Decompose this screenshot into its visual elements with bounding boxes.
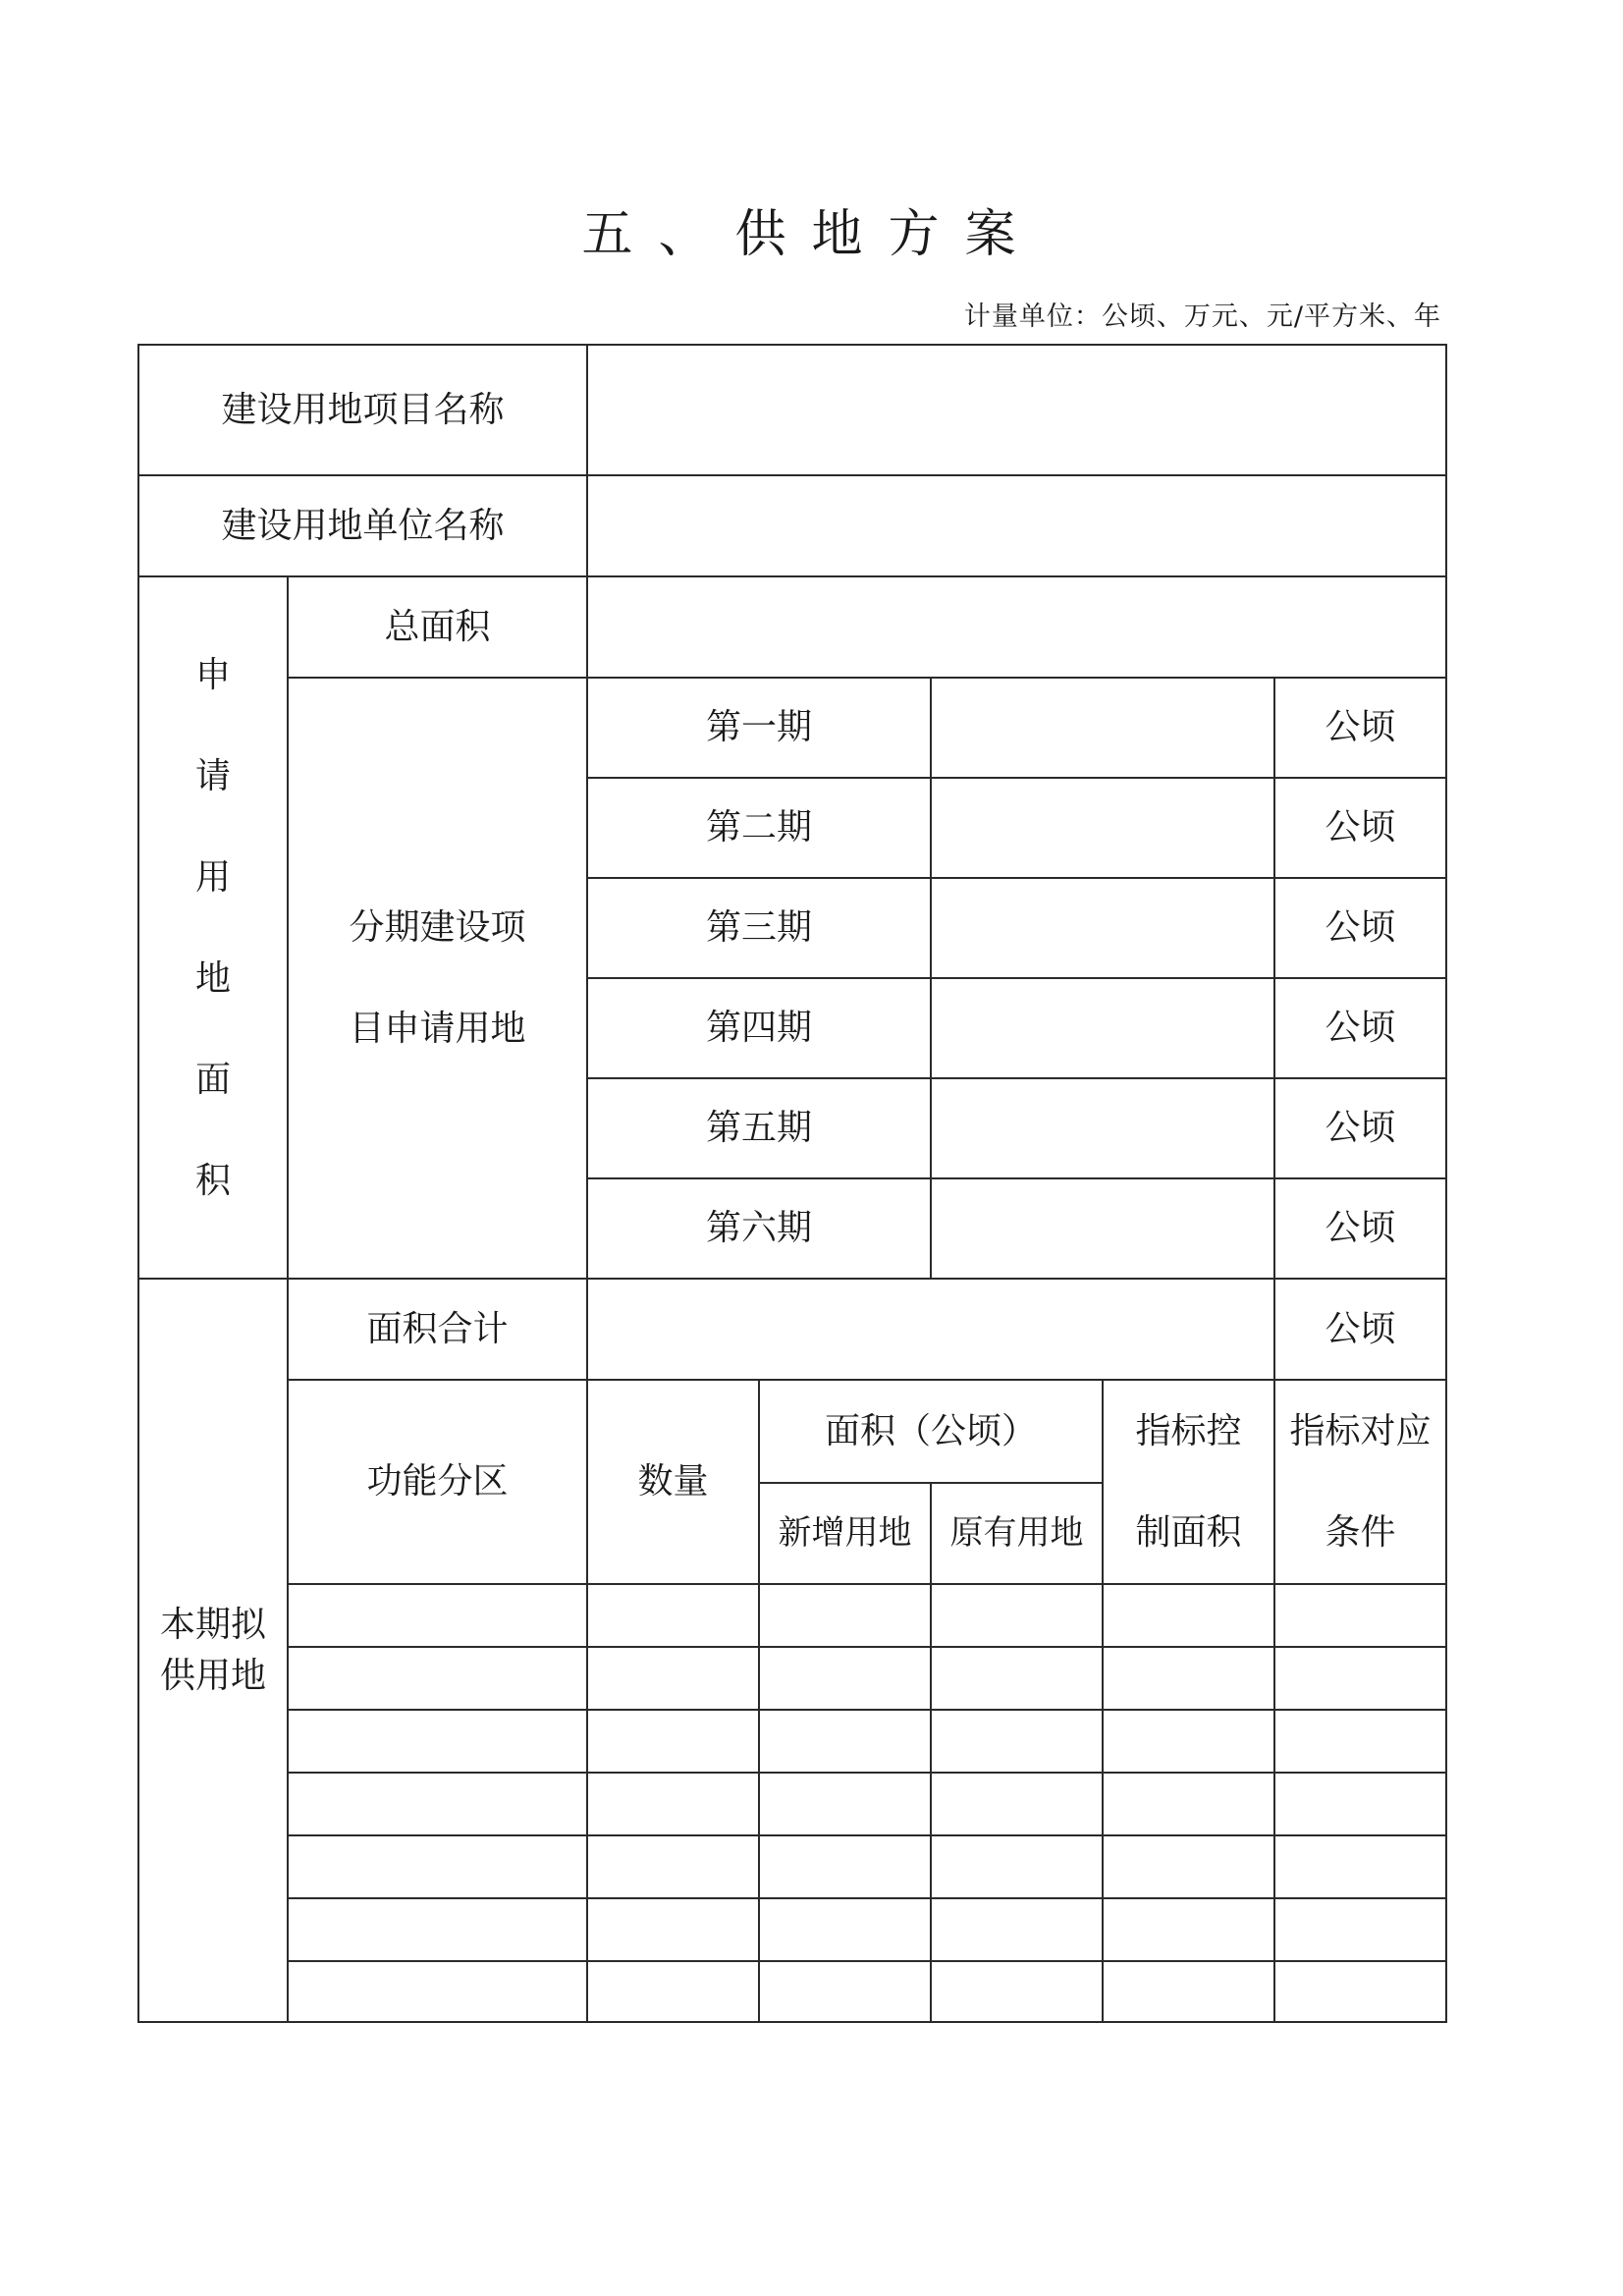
new-land-cell[interactable]: [759, 1773, 931, 1835]
new-land-cell[interactable]: [759, 1584, 931, 1647]
table-row: [138, 1898, 1446, 1961]
phase-4-label: 第四期: [587, 978, 931, 1078]
existing-land-cell[interactable]: [931, 1584, 1103, 1647]
conditions-cell[interactable]: [1274, 1647, 1446, 1710]
area-total-label: 面积合计: [288, 1279, 587, 1380]
project-name-field[interactable]: [587, 345, 1446, 475]
phase-2-label: 第二期: [587, 778, 931, 878]
conditions-cell[interactable]: [1274, 1773, 1446, 1835]
conditions-header: 指标对应 条件: [1274, 1380, 1446, 1584]
phase-6-label: 第六期: [587, 1178, 931, 1279]
new-land-cell[interactable]: [759, 1647, 931, 1710]
phase-6-unit: 公顷: [1274, 1178, 1446, 1279]
existing-land-cell[interactable]: [931, 1961, 1103, 2022]
zone-cell[interactable]: [288, 1710, 587, 1773]
phase-5-unit: 公顷: [1274, 1078, 1446, 1178]
zone-cell[interactable]: [288, 1773, 587, 1835]
new-land-header: 新增用地: [759, 1483, 931, 1585]
zone-cell[interactable]: [288, 1584, 587, 1647]
table-row: [138, 1584, 1446, 1647]
zone-cell[interactable]: [288, 1835, 587, 1898]
phase-3-field[interactable]: [931, 878, 1274, 978]
table-row: [138, 1773, 1446, 1835]
conditions-cell[interactable]: [1274, 1584, 1446, 1647]
new-land-cell[interactable]: [759, 1835, 931, 1898]
area-total-field[interactable]: [587, 1279, 1274, 1380]
control-area-cell[interactable]: [1103, 1898, 1274, 1961]
new-land-cell[interactable]: [759, 1898, 931, 1961]
table-row: [138, 1961, 1446, 2022]
quantity-cell[interactable]: [587, 1835, 759, 1898]
existing-land-cell[interactable]: [931, 1835, 1103, 1898]
quantity-cell[interactable]: [587, 1710, 759, 1773]
phase-1-unit: 公顷: [1274, 678, 1446, 778]
phase-2-unit: 公顷: [1274, 778, 1446, 878]
project-name-label: 建设用地项目名称: [138, 345, 587, 475]
existing-land-cell[interactable]: [931, 1773, 1103, 1835]
existing-land-cell[interactable]: [931, 1898, 1103, 1961]
quantity-cell[interactable]: [587, 1584, 759, 1647]
phase-1-field[interactable]: [931, 678, 1274, 778]
unit-name-field[interactable]: [587, 475, 1446, 576]
table-row: [138, 1710, 1446, 1773]
control-area-cell[interactable]: [1103, 1773, 1274, 1835]
phase-3-label: 第三期: [587, 878, 931, 978]
phase-5-label: 第五期: [587, 1078, 931, 1178]
zone-cell[interactable]: [288, 1961, 587, 2022]
supply-plan-table: [137, 344, 1447, 2023]
zone-cell[interactable]: [288, 1647, 587, 1710]
quantity-header: 数量: [587, 1380, 759, 1584]
conditions-cell[interactable]: [1274, 1961, 1446, 2022]
total-area-label: 总面积: [288, 576, 587, 678]
page-title: 五、供地方案: [581, 205, 1042, 264]
quantity-cell[interactable]: [587, 1898, 759, 1961]
control-area-cell[interactable]: [1103, 1584, 1274, 1647]
zone-cell[interactable]: [288, 1898, 587, 1961]
control-area-cell[interactable]: [1103, 1710, 1274, 1773]
area-header: 面积（公顷）: [759, 1380, 1103, 1483]
phase-2-field[interactable]: [931, 778, 1274, 878]
phase-1-label: 第一期: [587, 678, 931, 778]
control-area-cell[interactable]: [1103, 1835, 1274, 1898]
conditions-cell[interactable]: [1274, 1835, 1446, 1898]
existing-land-cell[interactable]: [931, 1647, 1103, 1710]
conditions-cell[interactable]: [1274, 1898, 1446, 1961]
new-land-cell[interactable]: [759, 1961, 931, 2022]
existing-land-header: 原有用地: [931, 1483, 1103, 1585]
quantity-cell[interactable]: [587, 1773, 759, 1835]
table-row: [138, 1647, 1446, 1710]
phase-5-field[interactable]: [931, 1078, 1274, 1178]
phased-apply-label: 分期建设项 目申请用地: [288, 678, 587, 1279]
quantity-cell[interactable]: [587, 1647, 759, 1710]
table-row: [138, 1835, 1446, 1898]
phase-4-field[interactable]: [931, 978, 1274, 1078]
conditions-cell[interactable]: [1274, 1710, 1446, 1773]
zone-header: 功能分区: [288, 1380, 587, 1584]
area-total-unit: 公顷: [1274, 1279, 1446, 1380]
existing-land-cell[interactable]: [931, 1710, 1103, 1773]
unit-note: 计量单位：公顷、万元、元/平方米、年: [963, 301, 1441, 332]
control-area-header: 指标控 制面积: [1103, 1380, 1274, 1584]
supply-section-label: 本期拟 供用地: [138, 1279, 288, 2022]
new-land-cell[interactable]: [759, 1710, 931, 1773]
quantity-cell[interactable]: [587, 1961, 759, 2022]
unit-name-label: 建设用地单位名称: [138, 475, 587, 576]
phase-3-unit: 公顷: [1274, 878, 1446, 978]
apply-area-section-label: 申 请 用 地 面 积: [138, 576, 288, 1279]
control-area-cell[interactable]: [1103, 1961, 1274, 2022]
control-area-cell[interactable]: [1103, 1647, 1274, 1710]
total-area-field[interactable]: [587, 576, 1446, 678]
phase-6-field[interactable]: [931, 1178, 1274, 1279]
phase-4-unit: 公顷: [1274, 978, 1446, 1078]
